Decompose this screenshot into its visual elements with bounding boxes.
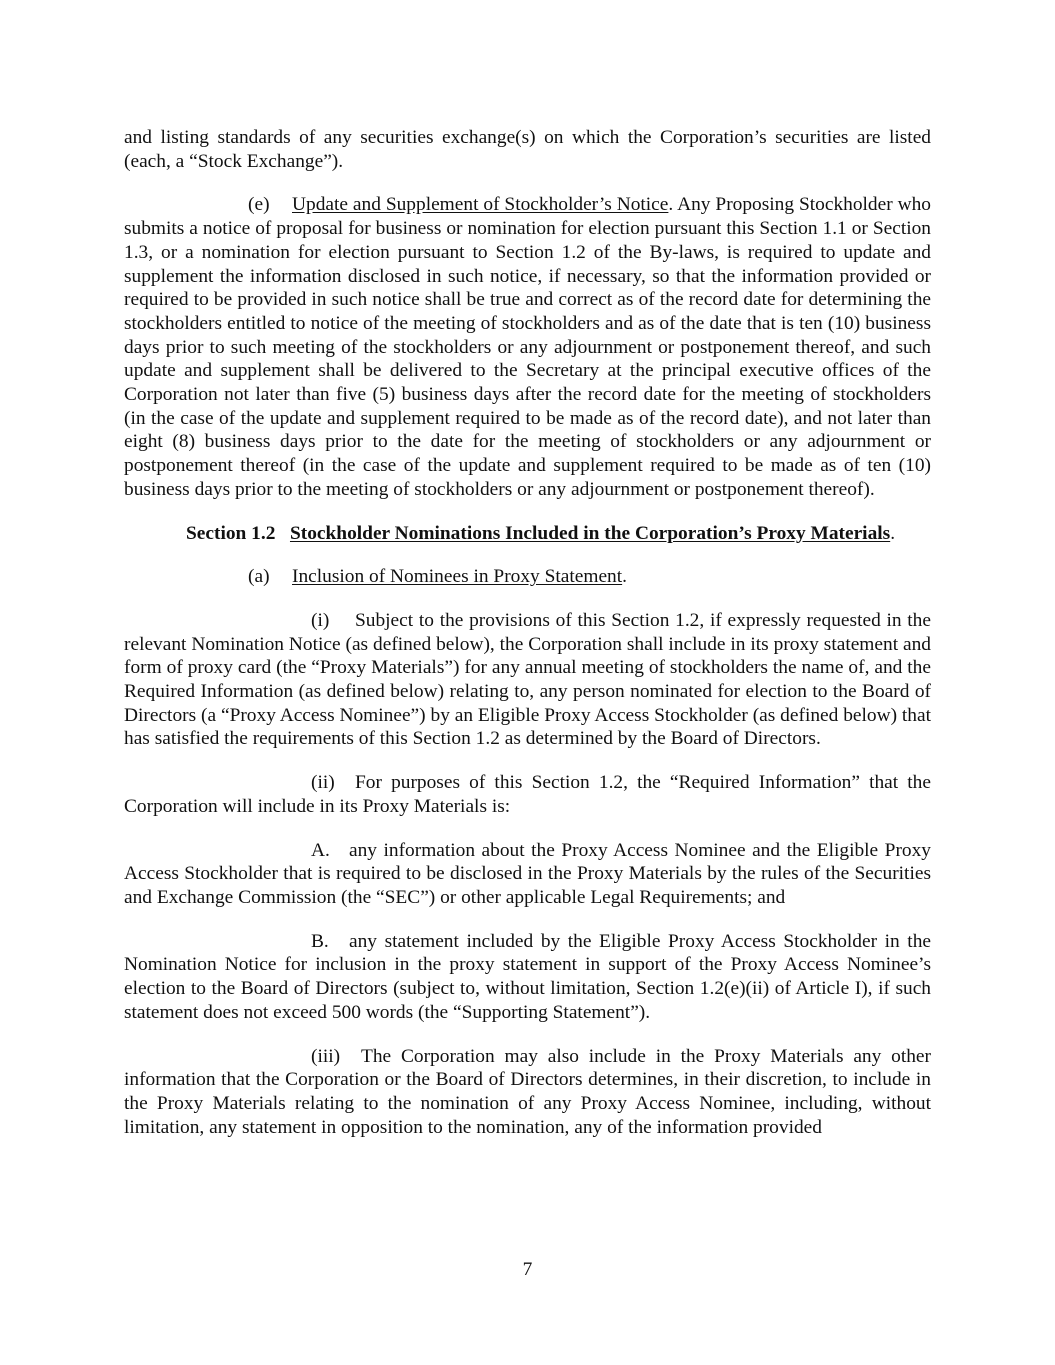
item-A [124, 839, 931, 910]
item-B-text: any statement included by the Eligible Proxy Access Stockholder in the Nomination Notice for inclusion in the proxy statement in support of the Proxy Access Nominee’s election to the Board of Directors (subject to, without limitation, Section 1.2(e)(ii) of Article I), if such statement does not exceed 500 words (the “Supporting Statement”). [124, 930, 931, 1023]
continuation-paragraph: and listing standards of any securities exchange(s) on which the Corporation’s securities are listed (each, a “Stock Exchange”). [124, 127, 931, 172]
item-ii-text: For purposes of this Section 1.2, the “Required Information” that the Corporation will include in its Proxy Materials is: [124, 772, 931, 817]
subsection-a-label: (a) [248, 566, 270, 588]
subsection-a-end: . [622, 566, 627, 588]
subsection-a-heading: Inclusion of Nominees in Proxy Statement [292, 566, 623, 588]
subsection-a [124, 565, 931, 589]
page-number: 7 [522, 1259, 533, 1280]
section-number: Section 1.2 [186, 522, 276, 544]
document-page [124, 126, 931, 1139]
item-ii [124, 771, 931, 818]
item-B [124, 930, 931, 1025]
paragraph-e-label: (e) [248, 194, 270, 216]
paragraph-e-text: . Any Proposing Stockholder who submits a notice of proposal for business or nomination for election pursuant this Section 1.1 or Section 1.3, or a nomination for election pursuant to Section 1.2 of the By-laws, is required to update and supplement the information disclosed in such notice, if necessary, so that the information provided or required to be provided in such notice shall be true and correct as of the record date for determining the stockholders entitled to notice of the meeting of stockholders and as of the date that is ten (10) business days prior to such meeting of the stockholders or any adjournment or postponement thereof, and such update and supplement shall be delivered to the Secretary at the principal executive offices of the Corporation not later than five (5) business days after the record date for the meeting of stockholders (in the case of the update and supplement required to be made as of the record date), and not later than eight (8) business days prior to the date for the meeting of stockholders or any adjournment or postponement thereof (in the case of the update and supplement required to be made as of ten (10) business days prior to the meeting of stockholders or any adjournment or postponement thereof). [124, 194, 931, 500]
item-ii-label: (ii) [311, 772, 335, 794]
section-heading [124, 522, 931, 546]
item-B-label: B. [311, 930, 329, 952]
item-iii [124, 1045, 931, 1140]
paragraph-e-heading: Update and Supplement of Stockholder’s Notice [292, 194, 669, 216]
paragraph-e [124, 193, 931, 501]
item-A-text: any information about the Proxy Access Nominee and the Eligible Proxy Access Stockholder that is required to be disclosed in the Proxy Materials by the rules of the Securities and Exchange Commission (the “SEC”) or other applicable Legal Requirements; and [124, 839, 931, 908]
item-i-label: (i) [311, 609, 330, 631]
item-i-text: Subject to the provisions of this Section 1.2, if expressly requested in the relevant Nomination Notice (as defined below), the Corporation shall include in its proxy statement and form of proxy card (the “Proxy Materials”) for any annual meeting of stockholders the name of, and the Required Information (as defined below) relating to, any person nominated for election to the Board of Directors (a “Proxy Access Nominee”) by an Eligible Proxy Access Stockholder (as defined below) that has satisfied the requirements of this Section 1.2 as determined by the Board of Directors. [124, 609, 931, 750]
section-title: Stockholder Nominations Included in the Corporation’s Proxy Materials [289, 522, 891, 544]
item-iii-label: (iii) [311, 1045, 341, 1067]
item-A-label: A. [311, 839, 330, 861]
item-iii-text: The Corporation may also include in the Proxy Materials any other information that the Corporation or the Board of Directors determines, in their discretion, to include in the Proxy Materials relating to the nomination of any Proxy Access Nominee, including, without limitation, any statement in opposition to the nomination, any of the information provided [124, 1045, 931, 1138]
section-title-end: . [890, 522, 896, 544]
item-i [124, 609, 931, 751]
